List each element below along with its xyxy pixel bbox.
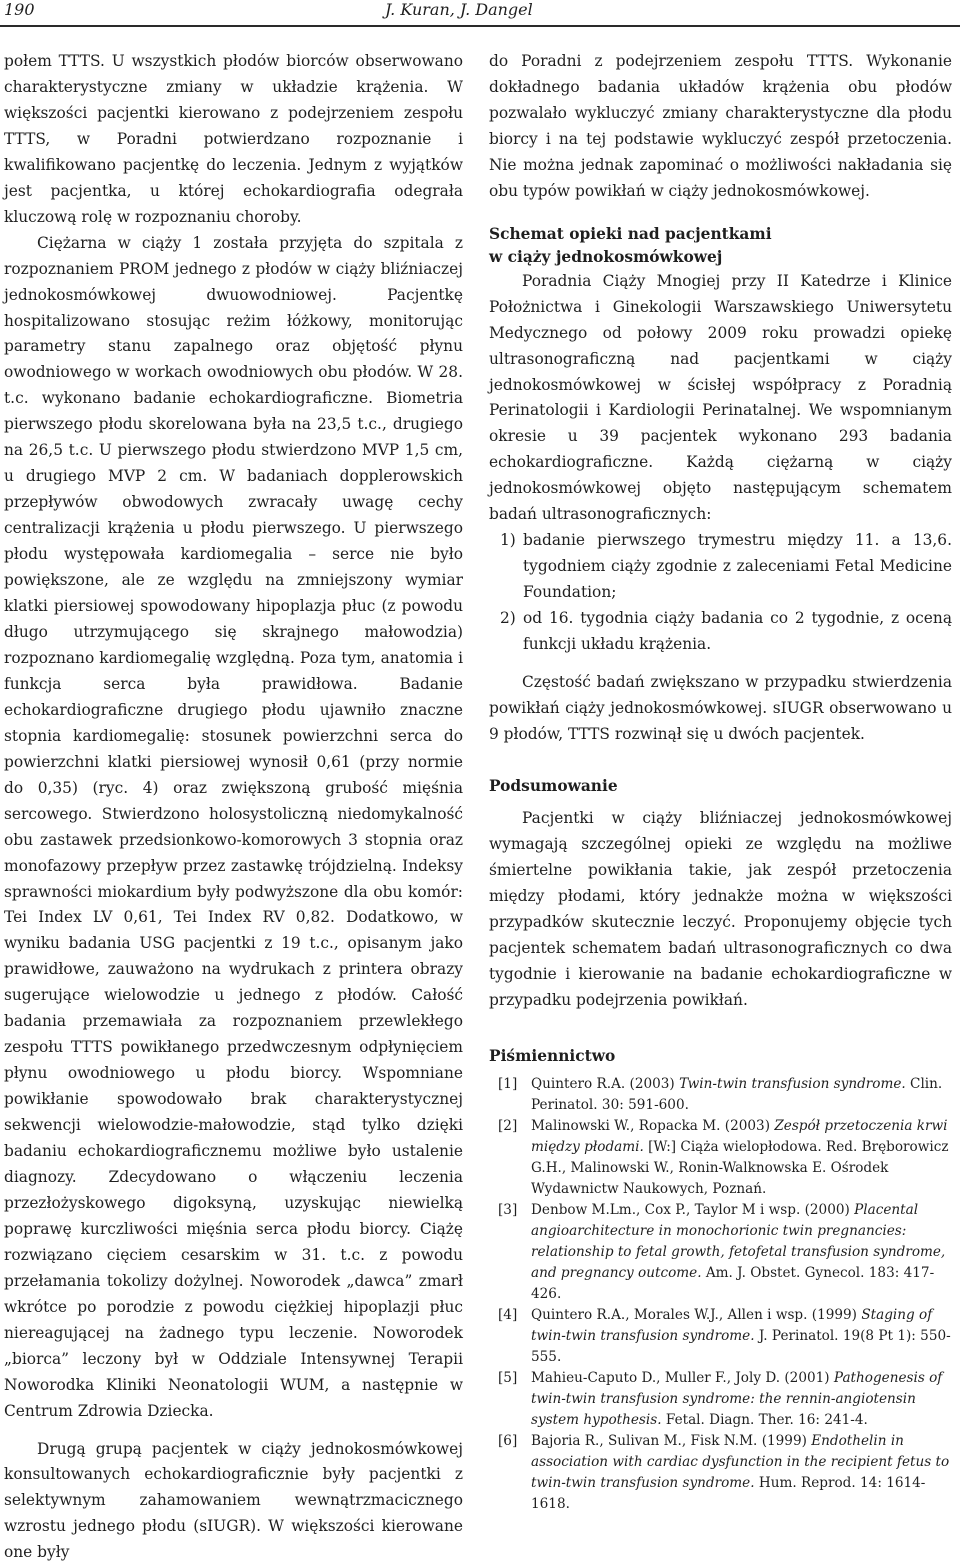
reference-number: [5] bbox=[498, 1369, 518, 1386]
reference-list bbox=[489, 1074, 952, 1515]
list-item-number: 1) bbox=[500, 531, 516, 550]
reference-source: Fetal. Diagn. Ther. 16: 241-4. bbox=[661, 1411, 868, 1428]
reference-number: [2] bbox=[498, 1117, 518, 1134]
list-item-number: 2) bbox=[500, 609, 516, 628]
section-heading-references: Piśmiennictwo bbox=[489, 1046, 616, 1065]
reference-title: Placental angioarchitecture in monochorionic twin pregnancies: relationship to fetal growth, fetofetal transfusion syndrome, and pregnancy outcome. bbox=[531, 1201, 946, 1281]
schema-heading-line2: w ciąży jednokosmówkowej bbox=[489, 247, 723, 266]
left-column bbox=[4, 49, 463, 1566]
paragraph-schema: Poradnia Ciąży Mnogiej przy II Katedrze i Klinice Położnictwa i Ginekologii Warszawskiego Uniwersytetu Medycznego od połowy 2009 roku prowadzi opiekę ultrasonograficzną nad pacjentkami w ciąży jednokosmówkowej w ścisłej współpracy z Poradnią Perinatologii i Kardiologii Perinatalnej. We wspomnianym okresie u 39 pacjentek wykonano 293 badania echokardiograficzne. Każdą ciężarną w ciąży jednokosmówkowej objęto następującym schematem badań ultrasonograficznych: bbox=[489, 271, 952, 524]
reference-item bbox=[489, 1074, 952, 1116]
paragraph-siugr: Drugą grupą pacjentek w ciąży jednokosmówkowej konsultowanych echokardiograficznie były pacjentki z selektywnym zahamowaniem wewnątrzmacicznego wzrostu jednego płodu (sIUGR). W większości kierowane one były bbox=[4, 1439, 463, 1562]
reference-source: J. Perinatol. 19(8 Pt 1): 550-555. bbox=[531, 1327, 951, 1365]
reference-authors: Mahieu-Caputo D., Muller F., Joly D. (2001) bbox=[531, 1369, 834, 1386]
paragraph-case-report: Ciężarna w ciąży 1 została przyjęta do szpitala z rozpoznaniem PROM jednego z płodów w ciąży bliźniaczej jednokosmówkowej dwuowodniowej. Pacjentkę hospitalizowano stosując reżim łóżkowy, monitorując parametry stanu zapalnego oraz objętość płynu owodniowego w workach owodniowych obu płodów. W 28. t.c. wykonano badanie echokardiograficzne. Biometria pierwszego płodu skorelowana była na 23,5 t.c., drugiego na 26,5 t.c. U pierwszego płodu stwierdzono MVP 1,5 cm, u drugiego MVP 2 cm. W badaniach dopplerowskich przepływów obwodowych zwracały uwagę cechy centralizacji krążenia u płodu pierwszego. U pierwszego płodu występowała kardiomegalia – serce nie było powiększone, ale ze względu na zmniejszony wymiar klatki piersiowej spowodowany hipoplazja płuc (z powodu długo utrzymującego się skrajnego małowodzia) rozpoznano kardiomegalię względną. Poza tym, anatomia i funkcja serca była prawidłowa. Badanie echokardiograficzne drugiego płodu ujawniło znaczne stopnia kardiomegalię: stosunek powierzchni serca do powierzchni klatki piersiowej wynosił 0,61 (przy normie do 0,35) (ryc. 4) oraz zwiększoną grubość mięśnia sercowego. Stwierdzono holosystoliczną niedomykalność obu zastawek przedsionkowo-komorowych 3 stopnia oraz monofazowy przepływ przez zastawkę trójdzielną. Indeksy sprawności miokardium były podwyższone dla obu komór: Tei Index LV 0,61, Tei Index RV 0,82. Dodatkowo, w wyniku badania USG pacjentki z 19 t.c., opisanym jako prawidłowe, zauważono na wydrukach z printera obrazy sugerujące wielowodzie u jednego z płodów. Całość badania przemawiała za rozpoznaniem przewlekłego zespołu TTTS powikłanego przedwczesnym odpłynięciem płynu owodniowego u płodu biorcy. Wspomniane powikłanie spowodowało brak charakterystycznej sekwencji wielowodzie-małowodzie, stąd tylko dzięki badaniu echokardiograficznemu możliwe było ustalenie diagnozy. Zdecydowano o włączeniu leczenia przezłożyskowego digoksyną, uzyskując niewielką poprawę kurczliwości mięśnia serca płodu biorcy. Ciążę rozwiązano cięciem cesarskim w 31. t.c. z powodu przełamania tokolizy dożylnej. Noworodek „dawca” zmarł wkrótce po porodzie z powodu ciężkiej hipoplazji płuc niereagującej na żadnego typu leczenie. Noworodek „biorca” leczony był w Oddziale Intensywnej Terapii Noworodka Kliniki Neonatologii WUM, a następnie w Centrum Zdrowia Dziecka. bbox=[4, 233, 463, 1420]
reference-source: Hum. Reprod. 14: 1614-1618. bbox=[531, 1474, 926, 1512]
section-heading-summary: Podsumowanie bbox=[489, 776, 618, 795]
reference-item bbox=[489, 1305, 952, 1368]
list-item bbox=[489, 606, 952, 658]
reference-title: Staging of twin-twin transfusion syndrome. bbox=[531, 1306, 933, 1344]
reference-authors: Quintero R.A., Morales W.J., Allen i wsp. (1999) bbox=[531, 1306, 862, 1323]
reference-source: [W:] Ciąża wielopłodowa. Red. Bręborowicz G.H., Malinowski W., Ronin-Walknowska E. Ośrodek Wydawnictw Naukowych, Poznań. bbox=[531, 1138, 949, 1197]
reference-title: Twin-twin transfusion syndrome. bbox=[679, 1075, 906, 1092]
page-number: 190 bbox=[4, 0, 35, 19]
paragraph-continuation: połem TTTS. U wszystkich płodów biorców obserwowano charakterystyczne zmiany w układzie krążenia. W większości pacjentki kierowano z podejrzeniem zespołu TTTS, w Poradni potwierdzano rozpoznanie i kwalifikowano pacjentkę do leczenia. Jednym z wyjątków jest pacjentka, u której echokardiografia odegrała kluczową rolę w rozpoznaniu choroby. bbox=[4, 52, 463, 226]
reference-item bbox=[489, 1200, 952, 1305]
header-rule bbox=[0, 25, 960, 27]
reference-number: [6] bbox=[498, 1432, 518, 1449]
reference-item bbox=[489, 1116, 952, 1200]
reference-number: [4] bbox=[498, 1306, 518, 1323]
reference-authors: Malinowski W., Ropacka M. (2003) bbox=[531, 1117, 775, 1134]
paragraph-intro: do Poradni z podejrzeniem zespołu TTTS. Wykonanie dokładnego badania układów krążenia obu płodów pozwalało wykluczyć zmiany charakterystyczne dla płodu biorcy i na tej podstawie wykluczyć zespół przetoczenia. Nie można jednak zapominać o możliwości nakładania się obu typów powikłań w ciąży jednokosmówkowej. bbox=[489, 52, 952, 200]
reference-number: [1] bbox=[498, 1075, 518, 1092]
reference-number: [3] bbox=[498, 1201, 518, 1218]
running-head: J. Kuran, J. Dangel bbox=[385, 0, 533, 19]
reference-title: Zespół przetoczenia krwi między płodami. bbox=[531, 1117, 948, 1155]
reference-title: Pathogenesis of twin-twin transfusion syndrome: the rennin-angiotensin system hypothesis. bbox=[531, 1369, 943, 1428]
list-item bbox=[489, 528, 952, 606]
reference-source: Am. J. Obstet. Gynecol. 183: 417-426. bbox=[531, 1264, 935, 1302]
reference-title: Endothelin in association with cardiac dysfunction in the recipient fetus to twin-twin transfusion syndrome. bbox=[531, 1432, 950, 1491]
page-header bbox=[0, 0, 960, 26]
paragraph-summary: Pacjentki w ciąży bliźniaczej jednokosmówkowej wymagają szczególnej opieki ze względu na możliwe śmiertelne powikłania takie, jak zespół przetoczenia między płodami, który jednakże można w większości przypadków skutecznie leczyć. Proponujemy objęcie tych pacjentek schematem badań ultrasonograficznych co dwa tygodnie i kierowanie na badanie echokardiograficzne w przypadku podejrzenia powikłań. bbox=[489, 808, 952, 1009]
reference-authors: Quintero R.A. (2003) bbox=[531, 1075, 680, 1092]
paragraph-schema-after: Częstość badań zwiększano w przypadku stwierdzenia powikłań ciąży jednokosmówkowej. sIUGR obserwowano u 9 płodów, TTTS rozwinął się u dwóch pacjentek. bbox=[489, 673, 952, 743]
schema-heading-line1: Schemat opieki nad pacjentkami bbox=[489, 224, 772, 243]
reference-item bbox=[489, 1431, 952, 1515]
right-column bbox=[489, 49, 952, 1515]
reference-authors: Bajoria R., Sulivan M., Fisk N.M. (1999) bbox=[531, 1432, 812, 1449]
list-item-text: badanie pierwszego trymestru między 11. a 13,6. tygodniem ciąży zgodnie z zaleceniami Fetal Medicine Foundation; bbox=[523, 531, 952, 602]
reference-authors: Denbow M.Lm., Cox P., Taylor M i wsp. (2000) bbox=[531, 1201, 855, 1218]
section-heading-schema bbox=[489, 223, 952, 269]
reference-item bbox=[489, 1368, 952, 1431]
list-item-text: od 16. tygodnia ciąży badania co 2 tygodnie, z oceną funkcji układu krążenia. bbox=[523, 609, 952, 654]
reference-source: Clin. Perinatol. 30: 591-600. bbox=[531, 1075, 943, 1113]
